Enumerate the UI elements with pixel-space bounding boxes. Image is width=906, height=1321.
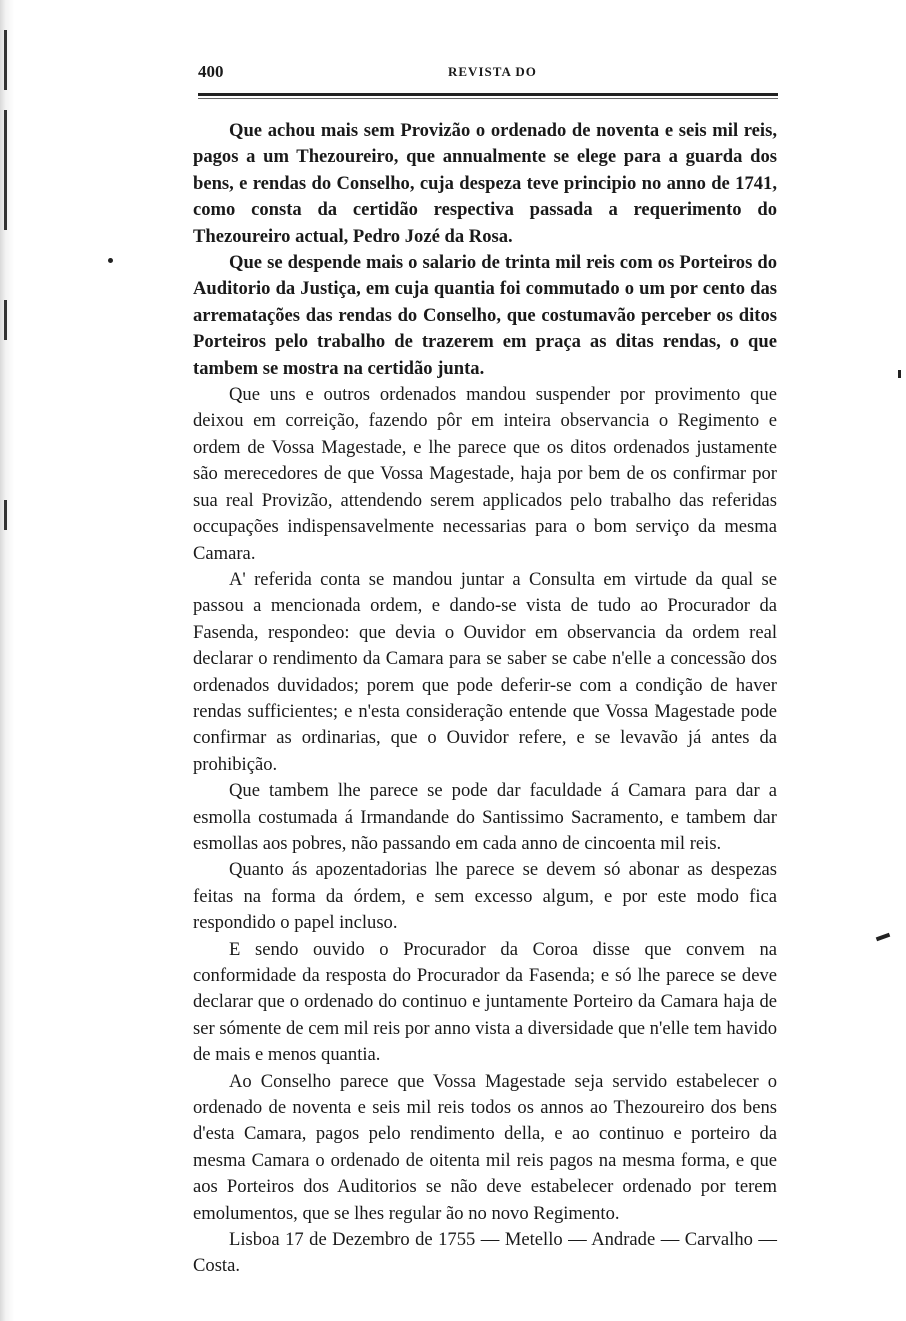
paragraph: A' referida conta se mandou juntar a Consulta em virtude da qual se passou a mencionada ordem, e dando-se vista de tudo ao Procurador da Fasenda, respondeo: que devia o Ouvidor em observancia da ordem real declarar o rendimento da Camara para se saber se cabe n'elle a concessão dos ordenados duvidados; porem que pode deferir-se com a condição de haver rendas sufficientes; e n'esta consideração entende que Vossa Magestade pode confirmar as ordinarias, que o Ouvidor refere, e se levavão já antes da prohibição. [193, 568, 777, 775]
scan-edge-mark [4, 300, 7, 340]
paragraph: Ao Conselho parece que Vossa Magestade seja servido estabelecer o ordenado de noventa e seis mil reis todos os annos ao Thezoureiro dos bens d'esta Camara, pagos pelo rendimento della, e ao continuo e porteiro da mesma Camara o ordenado de oitenta mil reis pagos na mesma forma, e que aos Porteiros dos Auditorios se não deve estabelecer ordenado por terem emolumentos, que se lhes regular ão no novo Regimento. [193, 1070, 777, 1224]
header-rule-thin [198, 98, 778, 99]
stray-mark [898, 370, 901, 378]
paragraph: E sendo ouvido o Procurador da Coroa disse que convem na conformidade da resposta do Procurador da Fasenda; e só lhe parece se deve declarar que o ordenado do continuo e juntamente Porteiro da Camara haja de ser sómente de cem mil reis por anno vista a diversidade que n'elle tem havido de mais e menos quantia. [193, 938, 777, 1066]
paragraph: Que se despende mais o salario de trinta mil reis com os Porteiros do Auditorio da Justiça, em cuja quantia foi commutado o um por cento das arrematações das rendas do Conselho, que costumavão perceber os ditos Porteiros pelo trabalho de trazerem em praça as ditas rendas, o que tambem se mostra na certidão junta. [193, 252, 777, 379]
paragraph: Que uns e outros ordenados mandou suspender por provimento que deixou em correição, fazendo pôr em inteira observancia o Regimento e ordem de Vossa Magestade, e lhe parece que os ditos ordenados justamente são merecedores de que Vossa Magestade, haja por bem de os confirmar por sua real Provizão, attendendo serem applicados pelo trabalho das referidas occupações indispensavelmente necessarias para o bom serviço da mesma Camara. [193, 384, 777, 564]
stray-mark [108, 258, 113, 263]
page-number: 400 [198, 62, 224, 81]
scan-edge-mark [4, 500, 7, 530]
scan-edge [0, 0, 14, 1321]
body-text [193, 118, 777, 1280]
paragraph: Quanto ás apozentadorias lhe parece se devem só abonar as despezas feitas na forma da órdem, e sem excesso algum, e por este modo fica respondido o papel incluso. [193, 859, 777, 934]
signature-line: Lisboa 17 de Dezembro de 1755 — Metello — Andrade — Carvalho — Costa. [193, 1229, 777, 1277]
paragraph: Que tambem lhe parece se pode dar faculdade á Camara para dar a esmolla costumada á Irmandande do Santissimo Sacramento, e tambem dar esmollas aos pobres, não passando em cada anno de cincoenta mil reis. [193, 780, 777, 854]
running-head: REVISTA DO [448, 64, 537, 79]
stray-mark [876, 933, 891, 942]
scan-edge-mark [4, 30, 7, 90]
page-header [198, 62, 776, 88]
paragraph: Que achou mais sem Provizão o ordenado de noventa e seis mil reis, pagos a um Thezoureiro, que annualmente se elege para a guarda dos bens, e rendas do Conselho, cuja despeza teve principio no anno de 1741, como consta da certidão respectiva passada a requerimento do Thezoureiro actual, Pedro Jozé da Rosa. [193, 120, 777, 247]
scan-edge-mark [4, 110, 7, 230]
header-rule [198, 93, 778, 96]
